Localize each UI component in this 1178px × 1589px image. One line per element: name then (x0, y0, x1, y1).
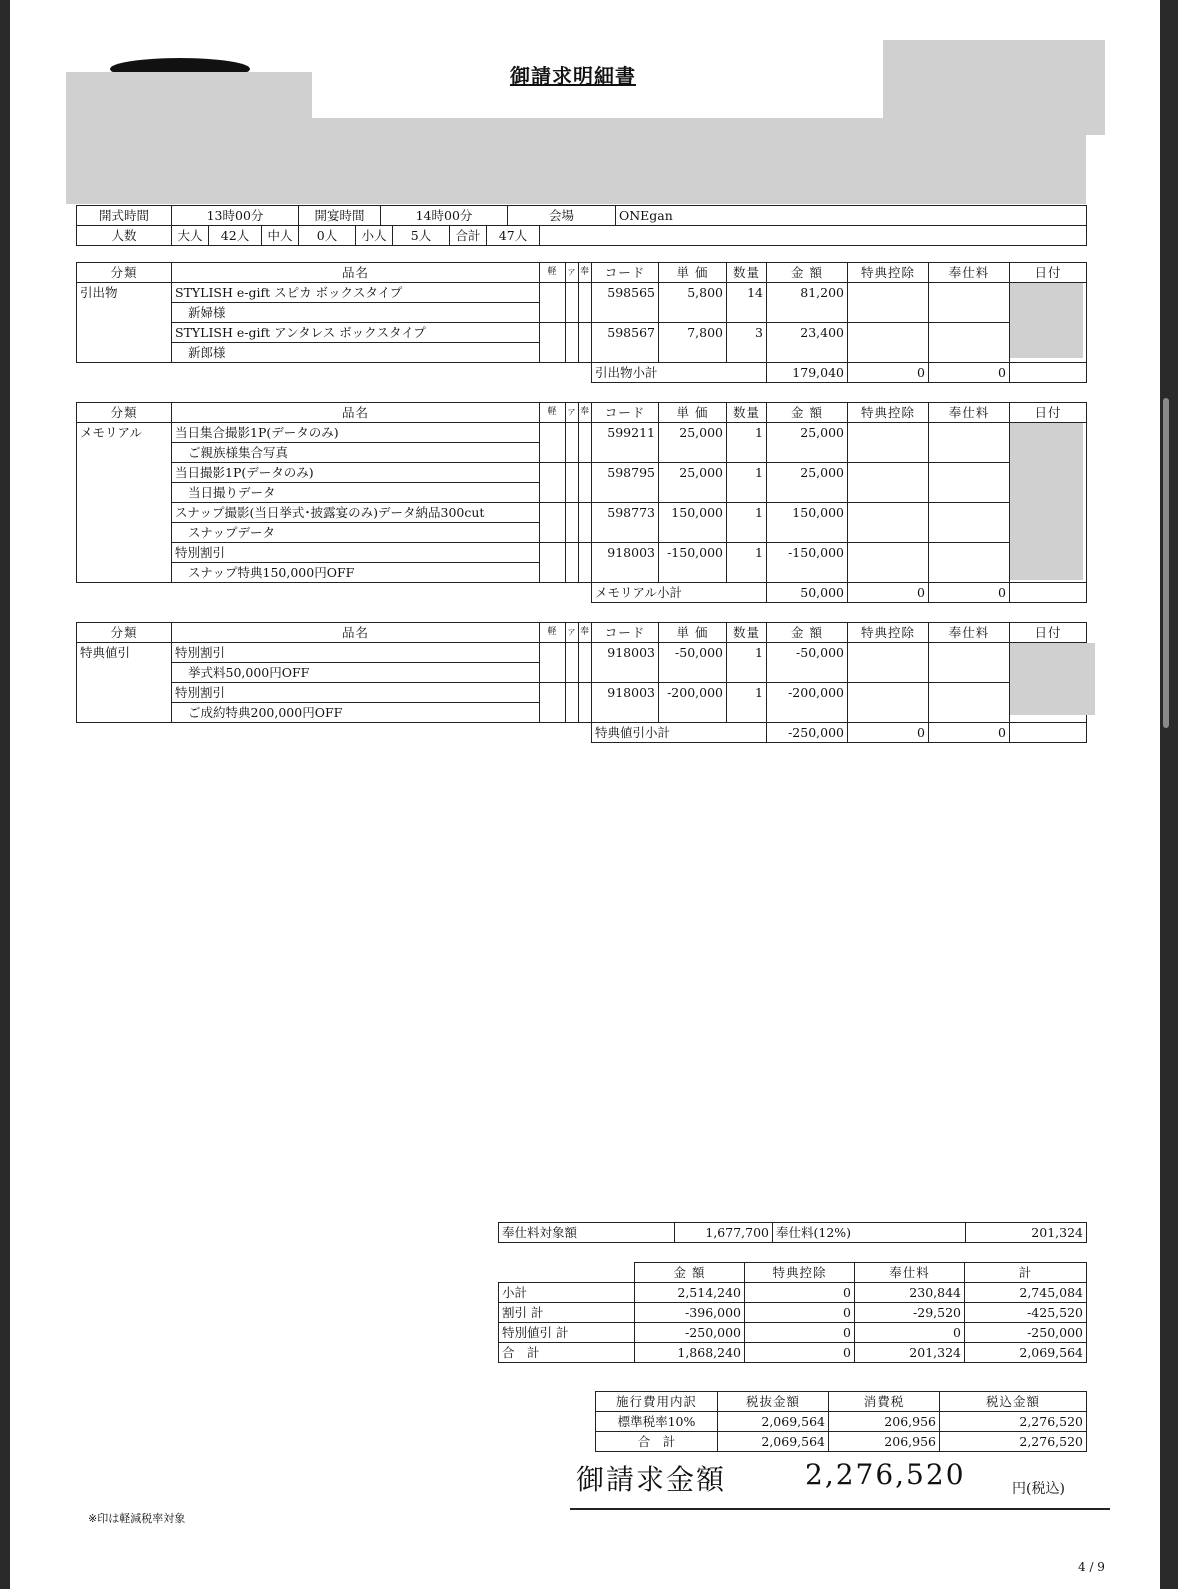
col-header: 数量 (727, 623, 767, 643)
event-cell: 開宴時間 (299, 206, 381, 226)
tax-label: 合 計 (596, 1432, 718, 1452)
col-header: 奉仕料 (929, 623, 1010, 643)
category-cell: 特典値引 (77, 643, 172, 723)
tax-header: 税抜金額 (718, 1392, 829, 1412)
tax-total: 2,276,520 (940, 1412, 1087, 1432)
grand-total-unit: 円(税込) (1012, 1481, 1065, 1497)
redacted-block (66, 72, 312, 120)
item-sub: スナップデータ (172, 523, 540, 543)
summary-amount: 2,514,240 (635, 1283, 745, 1303)
col-header: ア (566, 623, 579, 643)
item-name: STYLISH e-gift アンタレス ボックスタイプ (172, 323, 540, 343)
summary-service: 201,324 (855, 1343, 965, 1363)
item-price: 7,800 (659, 323, 727, 363)
service-fee-table (498, 1222, 1087, 1243)
item-amount: 25,000 (767, 423, 848, 463)
item-amount: -150,000 (767, 543, 848, 583)
col-header: 奉 (579, 263, 592, 283)
subtotal-label: 特典値引小計 (592, 723, 767, 743)
item-amount: -200,000 (767, 683, 848, 723)
col-header: コード (592, 623, 659, 643)
item-name: 特別割引 (172, 683, 540, 703)
item-sub: 当日撮りデータ (172, 483, 540, 503)
event-info-table (76, 205, 1087, 226)
summary-total: 2,069,564 (965, 1343, 1087, 1363)
tax-pretax: 2,069,564 (718, 1432, 829, 1452)
item-qty: 1 (727, 683, 767, 723)
subtotal-service: 0 (929, 583, 1010, 603)
redacted-date (1010, 283, 1083, 358)
subtotal-service: 0 (929, 723, 1010, 743)
page-number: 4 / 9 (1078, 1560, 1105, 1574)
summary-service: 0 (855, 1323, 965, 1343)
item-code: 598565 (592, 283, 659, 323)
redacted-date (1010, 423, 1083, 580)
subtotal-label: メモリアル小計 (592, 583, 767, 603)
subtotal-amount: -250,000 (767, 723, 848, 743)
col-header: 金 額 (767, 623, 848, 643)
col-header: 数量 (727, 263, 767, 283)
item-qty: 1 (727, 643, 767, 683)
col-header: 日付 (1010, 623, 1087, 643)
col-header: 単 価 (659, 263, 727, 283)
subtotal-label: 引出物小計 (592, 363, 767, 383)
tax-header: 施行費用内訳 (596, 1392, 718, 1412)
col-header: 特典控除 (848, 263, 929, 283)
subtotal-deduct: 0 (848, 363, 929, 383)
col-header: 分類 (77, 403, 172, 423)
item-qty: 1 (727, 463, 767, 503)
item-qty: 1 (727, 503, 767, 543)
col-header: 奉 (579, 403, 592, 423)
item-amount: 150,000 (767, 503, 848, 543)
event-cell: 14時00分 (381, 206, 508, 226)
item-price: 25,000 (659, 423, 727, 463)
item-code: 598795 (592, 463, 659, 503)
col-header: 日付 (1010, 403, 1087, 423)
col-header: 日付 (1010, 263, 1087, 283)
item-sub: スナップ特典150,000円OFF (172, 563, 540, 583)
tax-amount: 206,956 (829, 1412, 940, 1432)
summary-header: 金 額 (635, 1263, 745, 1283)
col-header: 単 価 (659, 623, 727, 643)
summary-total: 2,745,084 (965, 1283, 1087, 1303)
summary-service: -29,520 (855, 1303, 965, 1323)
col-header: ア (566, 403, 579, 423)
tax-header: 税込金額 (940, 1392, 1087, 1412)
item-price: -200,000 (659, 683, 727, 723)
redacted-date (1010, 643, 1095, 715)
summary-total: -425,520 (965, 1303, 1087, 1323)
category-cell: 引出物 (77, 283, 172, 363)
col-header: 品名 (172, 263, 540, 283)
service-fee-rate: 奉仕料(12%) (773, 1223, 966, 1243)
tax-table (595, 1391, 1087, 1452)
summary-label: 割引 計 (499, 1303, 635, 1323)
guest-cell: 0人 (299, 226, 356, 246)
item-amount: 23,400 (767, 323, 848, 363)
section-table-hikidemono (76, 262, 1087, 383)
grand-total-label: 御請求金額 (576, 1463, 727, 1496)
item-sub: 新婦様 (172, 303, 540, 323)
col-header: 奉仕料 (929, 403, 1010, 423)
col-header: 分類 (77, 263, 172, 283)
redacted-block (883, 40, 1105, 135)
service-fee-amount: 201,324 (966, 1223, 1087, 1243)
item-name: 当日集合撮影1P(データのみ) (172, 423, 540, 443)
subtotal-deduct: 0 (848, 583, 929, 603)
item-code: 918003 (592, 543, 659, 583)
guest-cell: 5人 (393, 226, 450, 246)
item-price: 5,800 (659, 283, 727, 323)
summary-label: 特別値引 計 (499, 1323, 635, 1343)
service-fee-base: 1,677,700 (675, 1223, 773, 1243)
subtotal-amount: 179,040 (767, 363, 848, 383)
guest-cell: 合計 (450, 226, 487, 246)
item-amount: 81,200 (767, 283, 848, 323)
col-header: 奉 (579, 623, 592, 643)
guest-cell: 中人 (262, 226, 299, 246)
item-sub: 新郎様 (172, 343, 540, 363)
item-sub: 挙式料50,000円OFF (172, 663, 540, 683)
col-header: 品名 (172, 623, 540, 643)
item-price: 25,000 (659, 463, 727, 503)
col-header: 単 価 (659, 403, 727, 423)
item-name: 当日撮影1P(データのみ) (172, 463, 540, 483)
category-cell: メモリアル (77, 423, 172, 583)
col-header: コード (592, 263, 659, 283)
summary-amount: -396,000 (635, 1303, 745, 1323)
col-header: 軽 (540, 623, 566, 643)
col-header: ア (566, 263, 579, 283)
grand-total-amount: 2,276,520 (805, 1458, 966, 1491)
col-header: 軽 (540, 403, 566, 423)
summary-amount: 1,868,240 (635, 1343, 745, 1363)
page-title: 御請求明細書 (510, 64, 636, 88)
item-price: -50,000 (659, 643, 727, 683)
summary-label: 合 計 (499, 1343, 635, 1363)
item-sub: ご成約特典200,000円OFF (172, 703, 540, 723)
item-amount: -50,000 (767, 643, 848, 683)
summary-service: 230,844 (855, 1283, 965, 1303)
grand-total (570, 1450, 1110, 1510)
summary-header: 奉仕料 (855, 1263, 965, 1283)
col-header: 軽 (540, 263, 566, 283)
item-name: 特別割引 (172, 643, 540, 663)
tax-header: 消費税 (829, 1392, 940, 1412)
summary-header: 特典控除 (745, 1263, 855, 1283)
guest-count-table (76, 225, 1087, 246)
item-code: 918003 (592, 643, 659, 683)
guest-cell: 小人 (356, 226, 393, 246)
col-header: 品名 (172, 403, 540, 423)
service-fee-label: 奉仕料対象額 (499, 1223, 675, 1243)
col-header: 分類 (77, 623, 172, 643)
item-qty: 1 (727, 423, 767, 463)
item-qty: 3 (727, 323, 767, 363)
summary-deduct: 0 (745, 1343, 855, 1363)
tax-total: 2,276,520 (940, 1432, 1087, 1452)
guest-cell: 47人 (487, 226, 540, 246)
item-code: 598773 (592, 503, 659, 543)
item-name: スナップ撮影(当日挙式･披露宴のみ)データ納品300cut (172, 503, 540, 523)
scrollbar[interactable] (1163, 398, 1169, 728)
item-code: 599211 (592, 423, 659, 463)
subtotal-service: 0 (929, 363, 1010, 383)
col-header: 奉仕料 (929, 263, 1010, 283)
section-table-memorial (76, 402, 1087, 603)
event-cell: 会場 (508, 206, 616, 226)
item-qty: 1 (727, 543, 767, 583)
summary-header: 計 (965, 1263, 1087, 1283)
subtotal-deduct: 0 (848, 723, 929, 743)
item-amount: 25,000 (767, 463, 848, 503)
summary-label: 小計 (499, 1283, 635, 1303)
item-sub: ご親族様集合写真 (172, 443, 540, 463)
guest-cell: 42人 (209, 226, 262, 246)
summary-deduct: 0 (745, 1283, 855, 1303)
summary-total: -250,000 (965, 1323, 1087, 1343)
summary-deduct: 0 (745, 1303, 855, 1323)
col-header: 金 額 (767, 263, 848, 283)
tax-amount: 206,956 (829, 1432, 940, 1452)
summary-amount: -250,000 (635, 1323, 745, 1343)
item-code: 918003 (592, 683, 659, 723)
item-name: 特別割引 (172, 543, 540, 563)
summary-table (498, 1262, 1087, 1363)
item-price: -150,000 (659, 543, 727, 583)
item-price: 150,000 (659, 503, 727, 543)
section-table-discount (76, 622, 1087, 743)
summary-deduct: 0 (745, 1323, 855, 1343)
item-qty: 14 (727, 283, 767, 323)
col-header: コード (592, 403, 659, 423)
invoice-page (10, 0, 1160, 1589)
col-header: 金 額 (767, 403, 848, 423)
guest-cell: 人数 (77, 226, 172, 246)
guest-cell: 大人 (172, 226, 209, 246)
item-code: 598567 (592, 323, 659, 363)
item-name: STYLISH e-gift スピカ ボックスタイプ (172, 283, 540, 303)
subtotal-amount: 50,000 (767, 583, 848, 603)
col-header: 特典控除 (848, 403, 929, 423)
col-header: 特典控除 (848, 623, 929, 643)
event-cell: 開式時間 (77, 206, 172, 226)
tax-pretax: 2,069,564 (718, 1412, 829, 1432)
footnote: ※印は軽減税率対象 (88, 1512, 186, 1525)
col-header: 数量 (727, 403, 767, 423)
event-cell: 13時00分 (172, 206, 299, 226)
tax-label: 標準税率10% (596, 1412, 718, 1432)
event-cell: ONEgan (616, 206, 1087, 226)
